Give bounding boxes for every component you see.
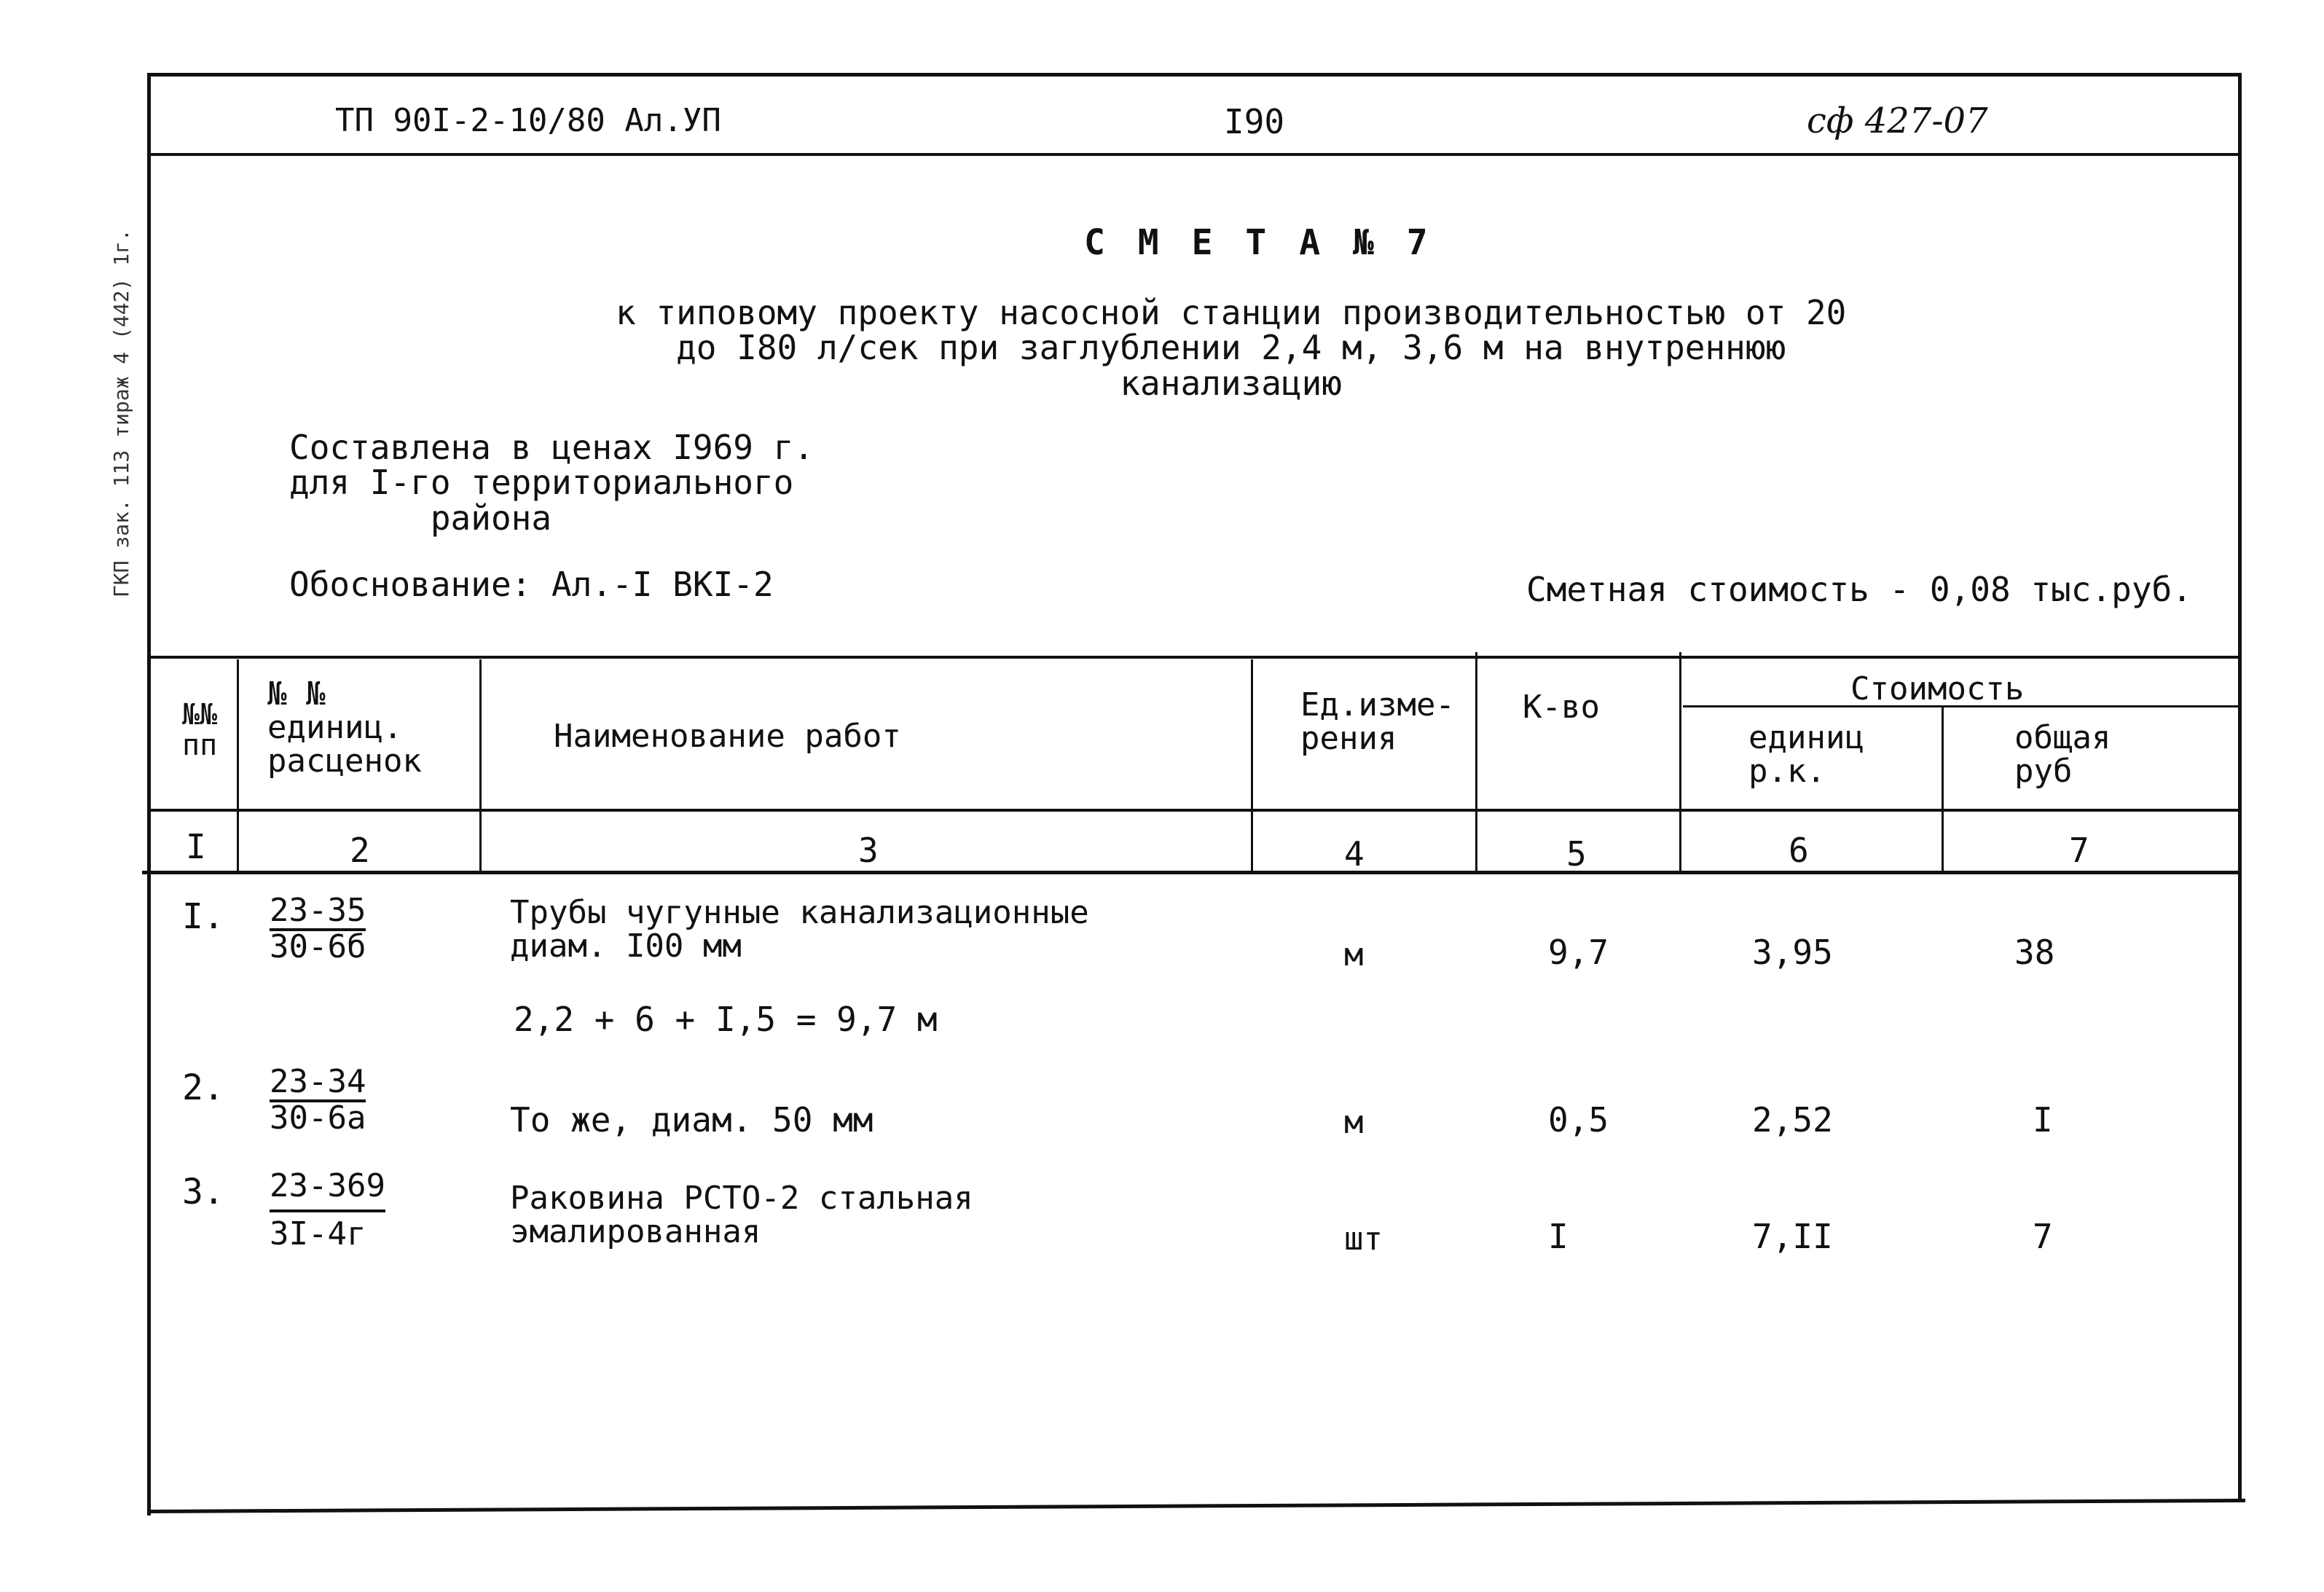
frame-left [147, 73, 151, 1515]
row-2-qty: 0,5 [1548, 1100, 1609, 1140]
col-number-1: I [186, 827, 206, 866]
row-3-qty: I [1548, 1217, 1569, 1256]
header-code: № № единиц. расценок [267, 675, 422, 780]
row-2-unit: м [1344, 1104, 1364, 1141]
row-1-calculation: 2,2 + 6 + I,5 = 9,7 м [514, 1000, 938, 1039]
row-1-unit: м [1344, 936, 1364, 973]
document-title: С М Е Т А № 7 [1084, 222, 1434, 263]
header-unit: Ед.изме- рения [1300, 686, 1455, 758]
row-3-code-top: 23-369 [270, 1170, 385, 1212]
frame-bottom [147, 1499, 2245, 1513]
basis: Обоснование: Ал.-I ВКI-2 [289, 565, 774, 604]
document-code: ТП 90I-2-10/80 Ал.УП [335, 102, 721, 139]
header-num: №№ пп [182, 698, 218, 762]
row-3-code-bottom: 3I-4г [270, 1215, 366, 1252]
row-2-code-top: 23-34 [270, 1066, 366, 1102]
row-2-cost-total: I [2033, 1100, 2053, 1140]
row-3-name: Раковина РСТО-2 стальная эмалированная [510, 1180, 973, 1251]
col-number-5: 5 [1566, 834, 1587, 874]
row-1-cost-total: 38 [2014, 933, 2055, 972]
header-divider [149, 153, 2240, 156]
row-2-code-bottom: 30-6а [270, 1099, 366, 1137]
col-number-6: 6 [1789, 831, 1809, 870]
row-2-num: 2. [182, 1067, 224, 1108]
row-3-num: 3. [182, 1172, 224, 1212]
col-number-2: 2 [350, 831, 370, 870]
header-bottom-line [149, 809, 2240, 812]
header-cost-total: общая руб [2014, 719, 2111, 791]
row-2-code [270, 1063, 366, 1137]
row-1-num: I. [182, 896, 224, 937]
col-number-3: 3 [858, 831, 879, 870]
col-number-4: 4 [1344, 834, 1365, 874]
row-1-qty: 9,7 [1548, 933, 1609, 972]
numbers-bottom-line [142, 871, 2240, 874]
composed-note: Составлена в ценах I969 г. для I-го территориального района [289, 428, 814, 538]
row-2-name: То же, диам. 50 мм [510, 1100, 874, 1140]
page-number: I90 [1224, 102, 1285, 141]
document-subtitle: к типовому проекту насосной станции производительностью от 20 до I80 л/сек при заглублении 2,4 м, 3,6 м на внутреннюю канализацию [616, 293, 1847, 403]
row-1-name: Трубы чугунные канализационные диам. I00 мм [510, 894, 1089, 965]
header-cost-group: Стоимость [1850, 670, 2025, 707]
col-line-4 [1475, 652, 1477, 871]
col-line-2 [479, 659, 482, 871]
col-line-5 [1679, 652, 1681, 871]
frame-right [2238, 73, 2242, 1501]
header-name: Наименование работ [554, 718, 901, 755]
row-2-cost-unit: 2,52 [1752, 1100, 1833, 1140]
archive-stamp: сф 427-07 [1807, 101, 1988, 141]
col-number-7: 7 [2069, 831, 2089, 870]
row-3-cost-total: 7 [2033, 1217, 2053, 1256]
row-1-cost-unit: 3,95 [1752, 933, 1833, 972]
row-1-code-top: 23-35 [270, 895, 366, 931]
col-line-3 [1251, 659, 1253, 871]
col-line-1 [237, 659, 239, 871]
margin-note: ГКП зак. 113 тираж 4 (442) 1г. [109, 229, 133, 597]
frame-top [149, 73, 2240, 77]
row-3-code [270, 1167, 385, 1252]
row-3-unit: шт [1344, 1220, 1383, 1258]
header-qty: К-во [1523, 689, 1600, 726]
table-top-line [149, 656, 2240, 659]
row-1-code-bottom: 30-6б [270, 928, 366, 965]
estimated-cost: Сметная стоимость - 0,08 тыс.руб. [1526, 570, 2192, 609]
row-1-code [270, 892, 366, 965]
col-line-6 [1942, 707, 1944, 871]
row-3-cost-unit: 7,II [1752, 1217, 1833, 1256]
header-cost-unit: единиц р.к. [1748, 719, 1864, 791]
